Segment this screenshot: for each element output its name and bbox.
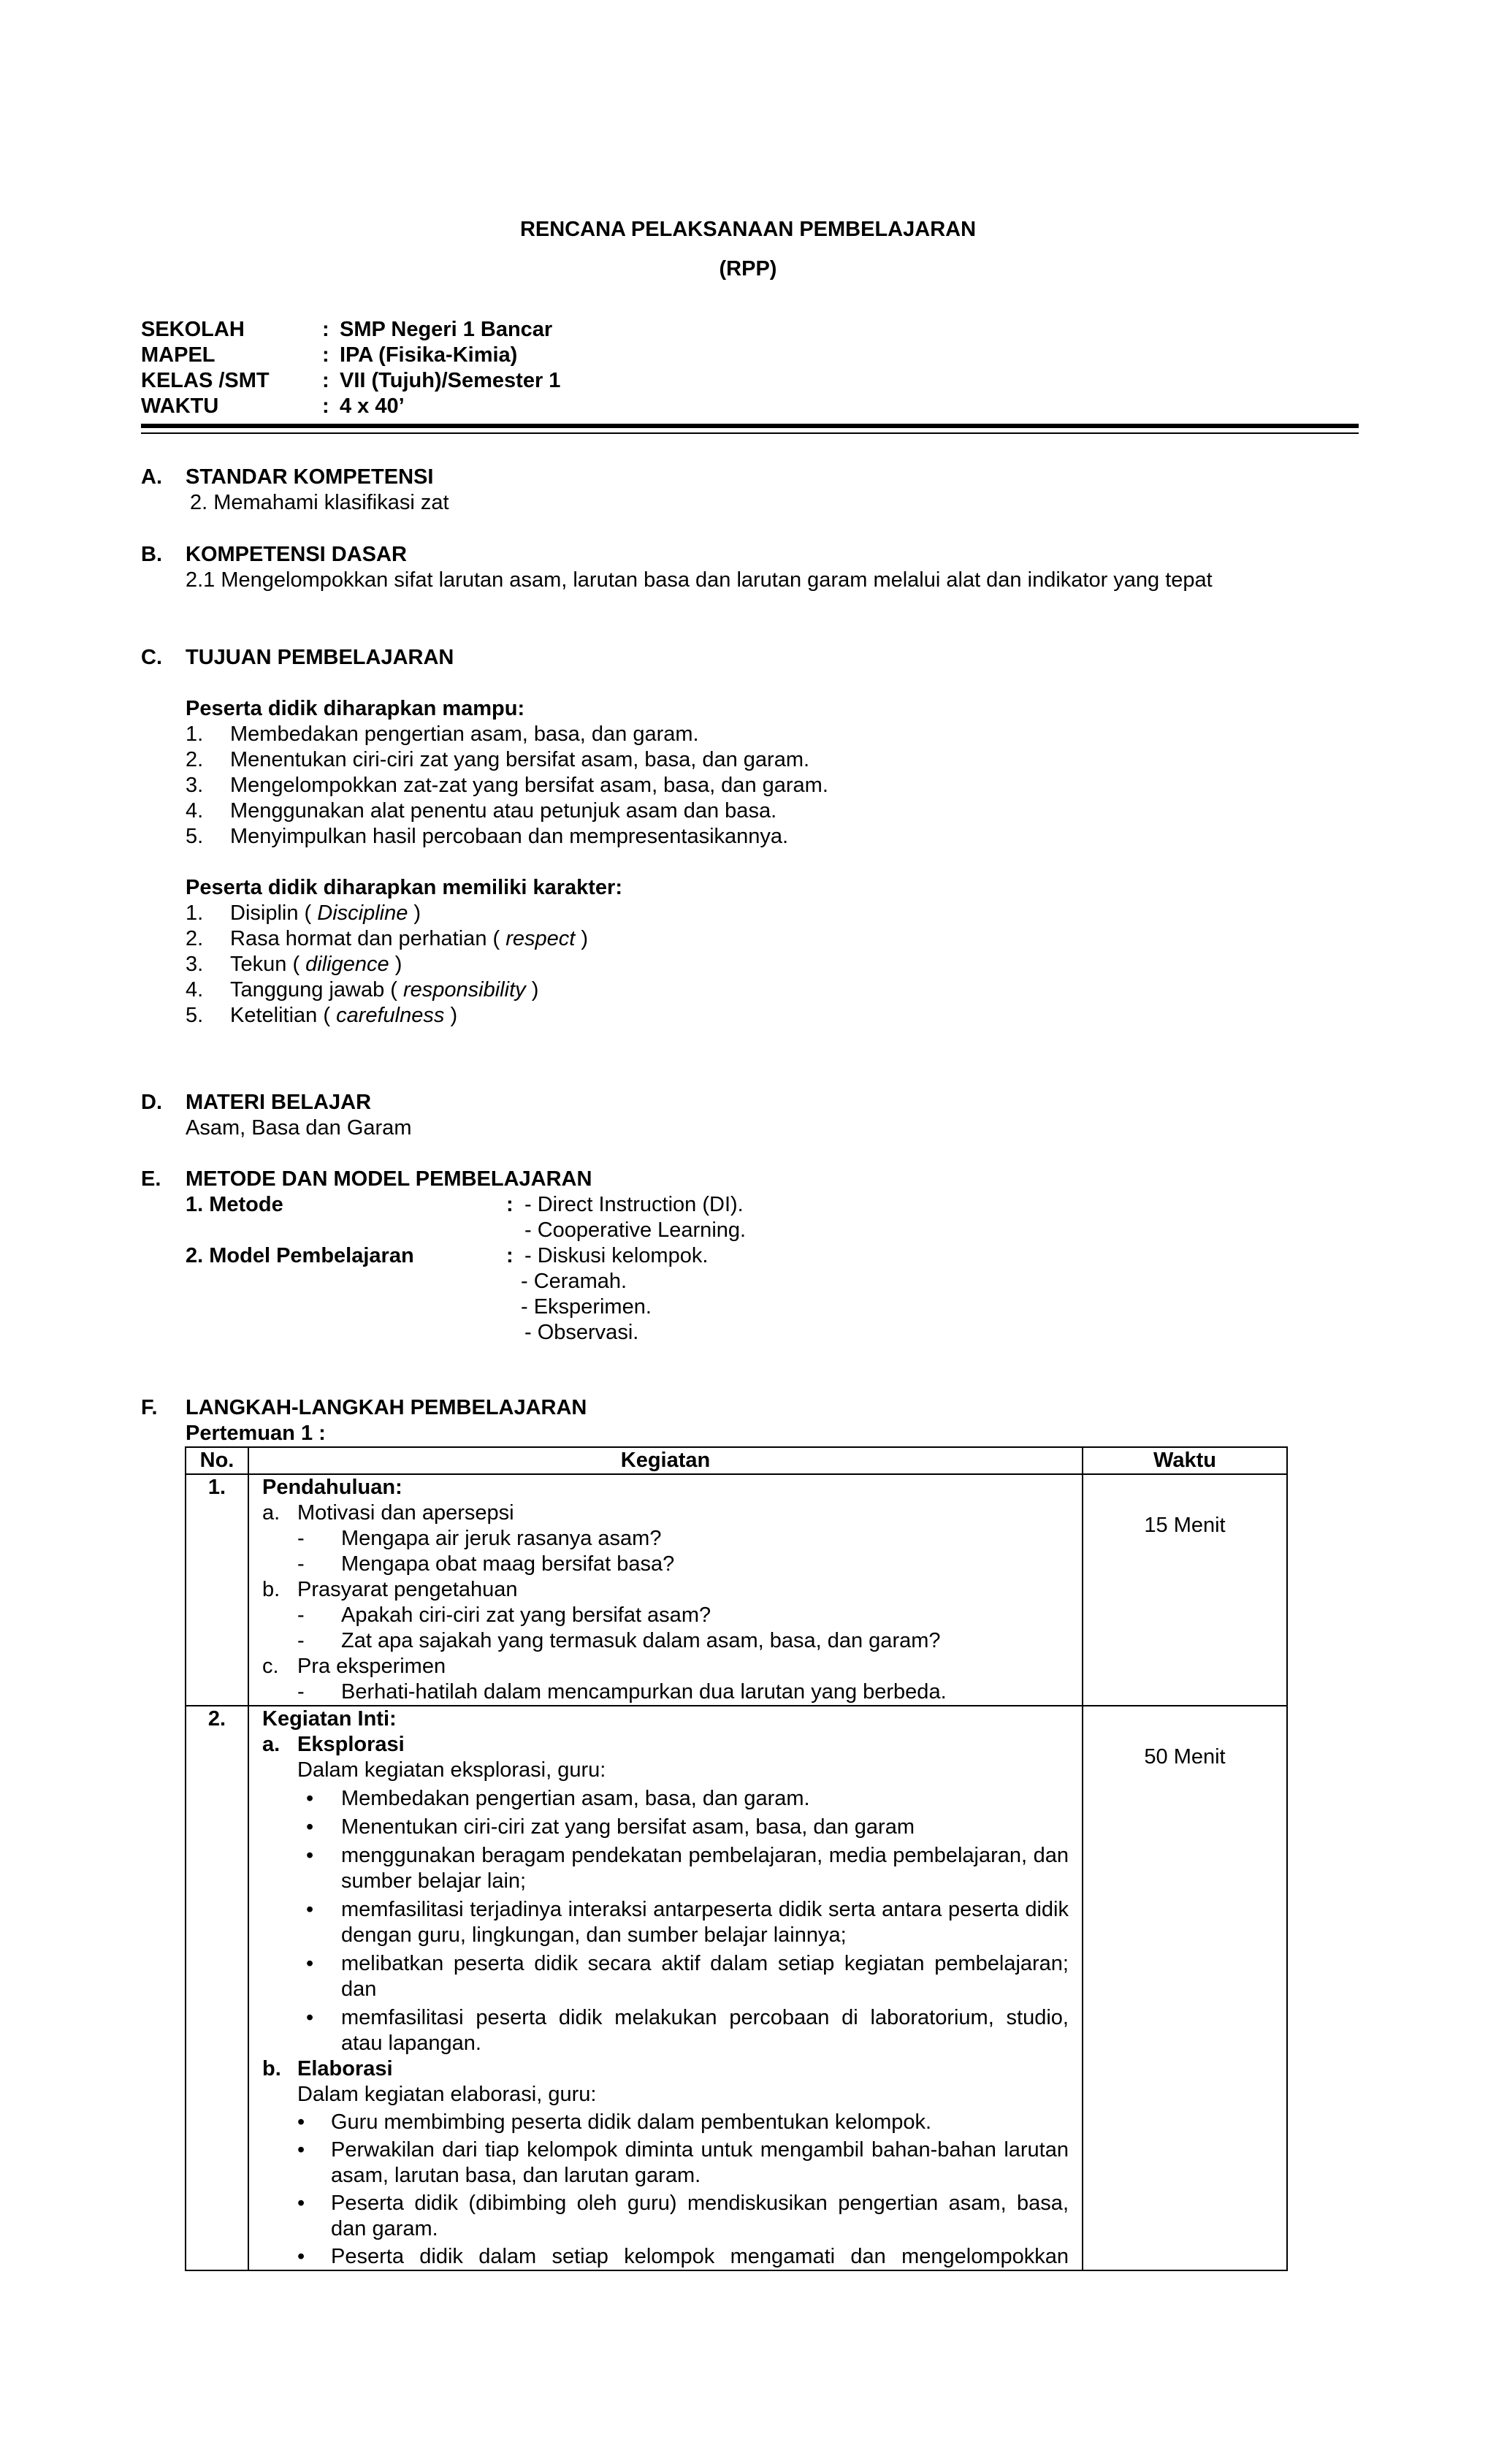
section-text: 2. Memahami klasifikasi zat xyxy=(190,491,449,514)
list-text: Menentukan ciri-ciri zat yang bersifat asam, basa, dan garam. xyxy=(230,748,810,771)
dash-text: Berhati-hatilah dalam mencampurkan dua larutan yang berbeda. xyxy=(341,1680,947,1704)
activity-subitem xyxy=(262,1577,1069,1603)
method-colon: : xyxy=(506,1193,514,1216)
bullet-text: Perwakilan dari tiap kelompok diminta untuk mengambil bahan-bahan larutan asam, larutan basa, dan larutan garam. xyxy=(331,2138,1069,2187)
bullet-glyph: • xyxy=(297,2245,305,2268)
section-heading xyxy=(141,1090,411,1115)
list-item xyxy=(141,901,828,926)
section-heading xyxy=(141,1395,587,1421)
header-divider-thick xyxy=(141,424,1359,428)
dash-text: Mengapa obat maag bersifat basa? xyxy=(341,1552,675,1576)
identity-block xyxy=(141,317,560,419)
section-c xyxy=(141,645,828,1029)
list-item xyxy=(141,952,828,977)
bullet-item xyxy=(262,2244,1069,2270)
bullet-item xyxy=(262,1815,1069,1840)
subitem-letter: a. xyxy=(262,1501,280,1525)
list-english-term: carefulness xyxy=(336,1004,445,1027)
list-number: 1. xyxy=(186,901,204,925)
section-b xyxy=(141,542,1213,593)
info-row xyxy=(141,394,560,419)
activity-subitem xyxy=(262,2056,1069,2082)
list-text: Mengelompokkan zat-zat yang bersifat asam, basa, dan garam. xyxy=(230,774,828,797)
subitem-letter: b. xyxy=(262,1578,280,1601)
activity-title: Kegiatan Inti: xyxy=(262,1707,397,1731)
list-item xyxy=(141,773,828,798)
row-activity xyxy=(248,1474,1083,1706)
subitem-text: Prasyarat pengetahuan xyxy=(297,1578,518,1601)
list-english-term: Discipline xyxy=(317,901,408,925)
meeting-label: Pertemuan 1 : xyxy=(186,1422,326,1445)
bullet-glyph: • xyxy=(306,1844,314,1867)
list-number: 1. xyxy=(186,722,204,746)
list-item xyxy=(141,747,828,773)
subitem-intro: Dalam kegiatan eksplorasi, guru: xyxy=(297,1758,606,1782)
activity-subitem xyxy=(262,1654,1069,1679)
doc-subtitle: (RPP) xyxy=(719,257,777,281)
model-value: - Diskusi kelompok. xyxy=(524,1244,709,1267)
list-text: Menggunakan alat penentu atau petunjuk asam dan basa. xyxy=(230,799,777,823)
bullet-text: menggunakan beragam pendekatan pembelajaran, media pembelajaran, dan sumber belajar lain; xyxy=(341,1844,1069,1893)
list-paren: ) xyxy=(389,953,402,976)
section-heading xyxy=(141,465,449,490)
section-f xyxy=(141,1395,587,1446)
list-text: Tanggung jawab ( xyxy=(230,978,403,1002)
bullet-item xyxy=(262,2191,1069,2242)
dash-glyph: - xyxy=(297,1629,305,1652)
section-title: TUJUAN PEMBELAJARAN xyxy=(186,646,454,669)
bullet-text: memfasilitasi terjadinya interaksi antarpeserta didik serta antara peserta didik dengan guru, lingkungan, dan sumber belajar lainnya; xyxy=(341,1898,1069,1947)
header-divider-thin xyxy=(141,432,1359,434)
bullet-text: Menentukan ciri-ciri zat yang bersifat asam, basa, dan garam xyxy=(341,1815,915,1839)
dash-glyph: - xyxy=(297,1552,305,1576)
list-item xyxy=(141,824,828,850)
subitem-intro: Dalam kegiatan elaborasi, guru: xyxy=(297,2083,597,2106)
dash-text: Apakah ciri-ciri zat yang bersifat asam? xyxy=(341,1603,711,1627)
list-item xyxy=(141,977,828,1003)
bullet-text: Peserta didik dalam setiap kelompok mengamati dan mengelompokkan xyxy=(331,2245,1069,2268)
activity-subitem xyxy=(262,1500,1069,1526)
info-row xyxy=(141,317,560,343)
section-title: METODE DAN MODEL PEMBELAJARAN xyxy=(186,1167,592,1191)
list-paren: ) xyxy=(525,978,539,1002)
method-value: - Direct Instruction (DI). xyxy=(524,1193,744,1216)
info-key: MAPEL xyxy=(141,343,215,367)
list-text: Disiplin ( xyxy=(230,901,318,925)
section-e xyxy=(141,1167,592,1192)
method-value: - Cooperative Learning. xyxy=(524,1218,747,1242)
dash-item xyxy=(262,1552,1069,1577)
row-time xyxy=(1083,1474,1287,1706)
list-item xyxy=(141,722,828,747)
section-text: Asam, Basa dan Garam xyxy=(186,1116,412,1140)
section-title: LANGKAH-LANGKAH PEMBELAJARAN xyxy=(186,1396,587,1419)
info-value: 4 x 40’ xyxy=(340,394,405,418)
subitem-text: Motivasi dan apersepsi xyxy=(297,1501,514,1525)
dash-glyph: - xyxy=(297,1603,305,1627)
objectives-subheading: Peserta didik diharapkan mampu: xyxy=(186,697,525,720)
subitem-text: Elaborasi xyxy=(297,2057,393,2080)
bullet-glyph: • xyxy=(306,1787,314,1810)
model-label: 2. Model Pembelajaran xyxy=(186,1244,414,1267)
section-letter: D. xyxy=(141,1091,162,1114)
table-row xyxy=(186,1474,1287,1706)
bullet-glyph: • xyxy=(306,1952,314,1975)
info-key: WAKTU xyxy=(141,394,219,418)
list-number: 5. xyxy=(186,1004,204,1027)
subitem-text: Pra eksperimen xyxy=(297,1655,446,1678)
row-time xyxy=(1083,1706,1287,2270)
subitem-text: Eksplorasi xyxy=(297,1733,405,1756)
model-value: - Ceramah. xyxy=(521,1270,627,1293)
section-heading xyxy=(141,645,828,671)
bullet-glyph: • xyxy=(306,1898,314,1921)
list-text: Menyimpulkan hasil percobaan dan mempresentasikannya. xyxy=(230,825,789,848)
table-row xyxy=(186,1706,1287,2270)
info-key: SEKOLAH xyxy=(141,318,245,341)
section-letter: E. xyxy=(141,1167,161,1191)
list-item xyxy=(141,926,828,952)
header-no: No. xyxy=(186,1447,248,1474)
header-waktu: Waktu xyxy=(1083,1447,1287,1474)
list-english-term: responsibility xyxy=(403,978,526,1002)
bullet-item xyxy=(262,1843,1069,1894)
list-item xyxy=(141,798,828,824)
bullet-item xyxy=(262,1897,1069,1948)
list-paren: ) xyxy=(408,901,421,925)
section-d xyxy=(141,1090,411,1141)
list-text: Rasa hormat dan perhatian ( xyxy=(230,927,506,950)
list-number: 3. xyxy=(186,774,204,797)
section-title: KOMPETENSI DASAR xyxy=(186,543,407,566)
dash-item xyxy=(262,1628,1069,1654)
activity-subitem xyxy=(262,1732,1069,1758)
model-value: - Observasi. xyxy=(524,1321,639,1344)
bullet-glyph: • xyxy=(306,1815,314,1839)
dash-text: Mengapa air jeruk rasanya asam? xyxy=(341,1527,662,1550)
bullet-glyph: • xyxy=(297,2192,305,2215)
list-number: 2. xyxy=(186,748,204,771)
bullet-glyph: • xyxy=(297,2110,305,2134)
list-paren: ) xyxy=(444,1004,458,1027)
subitem-letter: a. xyxy=(262,1733,280,1756)
list-english-term: diligence xyxy=(305,953,389,976)
bullet-item xyxy=(262,2110,1069,2135)
list-english-term: respect xyxy=(505,927,576,950)
model-value: - Eksperimen. xyxy=(521,1295,652,1319)
bullet-item xyxy=(262,1786,1069,1812)
bullet-text: Membedakan pengertian asam, basa, dan garam. xyxy=(341,1787,810,1810)
info-value: IPA (Fisika-Kimia) xyxy=(340,343,518,367)
dash-glyph: - xyxy=(297,1527,305,1550)
section-letter: B. xyxy=(141,543,162,566)
bullet-item xyxy=(262,2005,1069,2056)
bullet-glyph: • xyxy=(306,2006,314,2029)
bullet-text: Peserta didik (dibimbing oleh guru) mendiskusikan pengertian asam, basa, dan garam. xyxy=(331,2192,1069,2240)
time-value: 50 Menit xyxy=(1144,1745,1226,1769)
bullet-item xyxy=(262,2137,1069,2189)
dash-item xyxy=(262,1679,1069,1705)
info-row xyxy=(141,368,560,394)
header-kegiatan: Kegiatan xyxy=(248,1447,1083,1474)
row-number: 1. xyxy=(186,1474,248,1706)
section-title: STANDAR KOMPETENSI xyxy=(186,465,434,489)
time-value: 15 Menit xyxy=(1144,1514,1226,1537)
bullet-text: melibatkan peserta didik secara aktif dalam setiap kegiatan pembelajaran; dan xyxy=(341,1952,1069,2001)
section-letter: A. xyxy=(141,465,162,489)
doc-title: RENCANA PELAKSANAAN PEMBELAJARAN xyxy=(519,218,977,241)
bullet-glyph: • xyxy=(297,2138,305,2162)
section-text: 2.1 Mengelompokkan sifat larutan asam, larutan basa dan larutan garam melalui alat dan indikator yang tepat xyxy=(186,568,1213,592)
bullet-text: memfasilitasi peserta didik melakukan percobaan di laboratorium, studio, atau lapangan. xyxy=(341,2006,1069,2055)
list-text: Ketelitian ( xyxy=(230,1004,337,1027)
list-number: 2. xyxy=(186,927,204,950)
info-value: SMP Negeri 1 Bancar xyxy=(340,318,553,341)
section-heading xyxy=(141,542,1213,568)
info-colon: : xyxy=(322,343,329,367)
info-key: KELAS /SMT xyxy=(141,369,270,392)
info-value: VII (Tujuh)/Semester 1 xyxy=(340,369,561,392)
list-item xyxy=(141,1003,828,1029)
dash-item xyxy=(262,1526,1069,1552)
table-header-row xyxy=(186,1447,1287,1474)
subitem-letter: c. xyxy=(262,1655,279,1678)
info-colon: : xyxy=(322,394,329,418)
list-number: 4. xyxy=(186,978,204,1002)
list-paren: ) xyxy=(575,927,589,950)
activities-table xyxy=(185,1446,1288,2271)
dash-item xyxy=(262,1603,1069,1628)
list-number: 4. xyxy=(186,799,204,823)
subitem-letter: b. xyxy=(262,2057,281,2080)
section-title: MATERI BELAJAR xyxy=(186,1091,372,1114)
info-colon: : xyxy=(322,369,329,392)
model-colon: : xyxy=(506,1244,514,1267)
list-text: Membedakan pengertian asam, basa, dan garam. xyxy=(230,722,699,746)
dash-text: Zat apa sajakah yang termasuk dalam asam, basa, dan garam? xyxy=(341,1629,941,1652)
method-label: 1. Metode xyxy=(186,1193,283,1216)
list-text: Tekun ( xyxy=(230,953,306,976)
dash-glyph: - xyxy=(297,1680,305,1704)
bullet-item xyxy=(262,1951,1069,2002)
section-letter: F. xyxy=(141,1396,158,1419)
row-number: 2. xyxy=(186,1706,248,2270)
row-activity xyxy=(248,1706,1083,2270)
character-subheading: Peserta didik diharapkan memiliki karakter: xyxy=(186,876,622,899)
list-number: 5. xyxy=(186,825,204,848)
list-number: 3. xyxy=(186,953,204,976)
section-a xyxy=(141,465,449,516)
info-colon: : xyxy=(322,318,329,341)
info-row xyxy=(141,343,560,368)
activity-title: Pendahuluan: xyxy=(262,1476,402,1499)
bullet-text: Guru membimbing peserta didik dalam pembentukan kelompok. xyxy=(331,2110,932,2134)
section-heading xyxy=(141,1167,592,1192)
section-letter: C. xyxy=(141,646,162,669)
